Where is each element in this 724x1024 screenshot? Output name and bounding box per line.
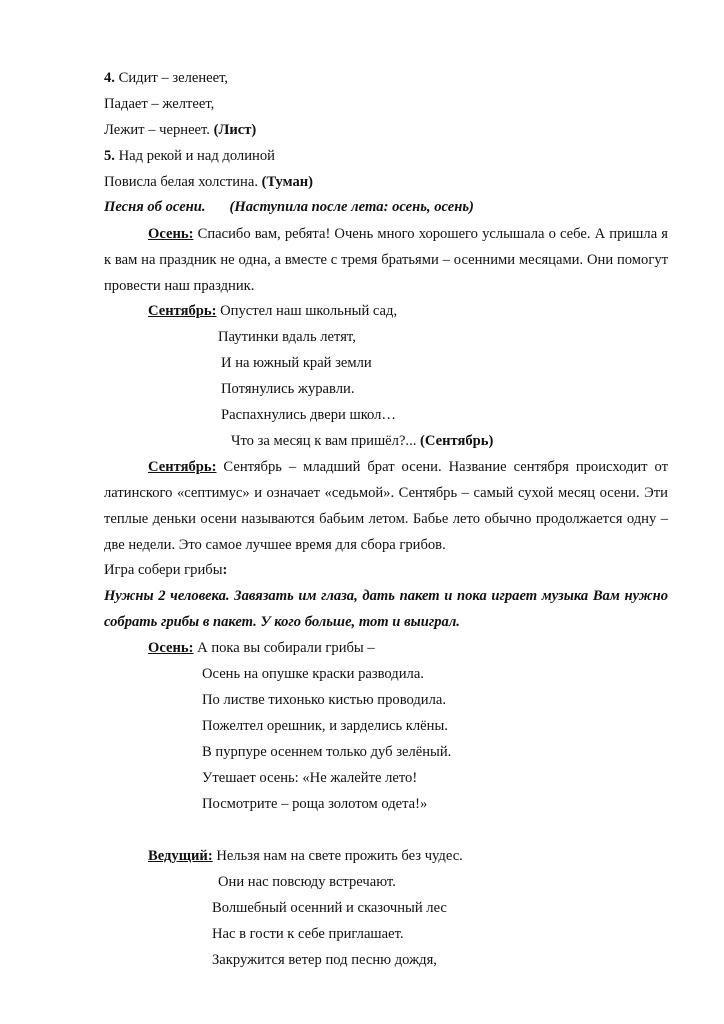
sentyabr-poem-line-1 — [148, 302, 397, 320]
sentyabr-poem-line-5: Распахнулись двери школ… — [221, 407, 397, 423]
text: Лежит – чернеет. — [104, 122, 214, 138]
text: Опустел наш школьный сад, — [216, 303, 398, 319]
osen-poem-line-5: Утешает осень: «Не жалейте лето! — [202, 770, 418, 786]
vedushchiy-line-0 — [148, 847, 463, 865]
text: А пока вы собирали грибы – — [193, 640, 375, 656]
text: Игра собери грибы — [104, 562, 223, 578]
speaker-label: Ведущий: — [148, 848, 213, 864]
riddle-4-line-1 — [104, 69, 228, 87]
text: Повисла белая холстина. — [104, 174, 262, 190]
song-heading — [104, 198, 474, 216]
text: Над рекой и над долиной — [114, 148, 275, 164]
riddle-5-line-1 — [104, 147, 275, 165]
osen-poem-line-6: Посмотрите – роща золотом одета!» — [202, 796, 428, 812]
song-note: (Наступила после лета: осень, осень) — [229, 199, 474, 215]
vedushchiy-line-1: Они нас повсюду встречают. — [218, 874, 396, 890]
vedushchiy-line-2: Волшебный осенний и сказочный лес — [212, 900, 447, 916]
riddle-number: 5. — [104, 148, 115, 164]
osen-intro-line-1 — [104, 225, 668, 243]
text: Сидит – зеленеет, — [114, 70, 229, 86]
text: Что за месяц к вам пришёл?... — [231, 433, 421, 449]
sentyabr-poem-line-4: Потянулись журавли. — [221, 381, 355, 397]
song-title: Песня об осени. — [104, 199, 206, 215]
osen-poem-line-4: В пурпуре осеннем только дуб зелёный. — [202, 744, 452, 760]
sentyabr-info-line-2: латинского «септимус» и означает «седьмой». Сентябрь – самый сухой месяц осени. Эти — [104, 485, 668, 501]
speaker-label: Осень: — [148, 640, 194, 656]
riddle-answer: (Лист) — [213, 122, 257, 138]
sentyabr-poem-line-6 — [231, 432, 493, 450]
sentyabr-poem-line-2: Паутинки вдаль летят, — [218, 329, 356, 345]
riddle-answer: (Туман) — [261, 174, 314, 190]
vedushchiy-line-3: Нас в гости к себе приглашает. — [212, 926, 404, 942]
osen-poem-line-1: Осень на опушке краски разводила. — [202, 666, 424, 682]
riddle-number: 4. — [104, 70, 115, 86]
sentyabr-poem-line-3: И на южный край земли — [221, 355, 372, 371]
osen-poem-line-3: Пожелтел орешник, и зарделись клёны. — [202, 718, 448, 734]
game-title — [104, 561, 227, 579]
riddle-5-line-2 — [104, 173, 313, 191]
riddle-4-line-3 — [104, 121, 256, 139]
colon: : — [222, 562, 228, 578]
osen-poem-line-2: По листве тихонько кистью проводила. — [202, 692, 447, 708]
speaker-label: Осень: — [148, 226, 194, 242]
text: Нельзя нам на свете прожить без чудес. — [212, 848, 463, 864]
speaker-label: Сентябрь: — [148, 303, 217, 319]
riddle-4-line-2: Падает – желтеет, — [104, 96, 215, 112]
osen-intro-line-3: провести наш праздник. — [104, 278, 255, 294]
game-rules-line-1: Нужны 2 человека. Завязать им глаза, дать пакет и пока играет музыка Вам нужно — [104, 588, 668, 604]
speaker-label: Сентябрь: — [148, 459, 217, 475]
text: Сентябрь – младший брат осени. Название сентября происходит от — [216, 459, 668, 475]
osen-intro-line-2: к вам на праздник не одна, а вместе с тремя братьями – осенними месяцами. Они помогут — [104, 252, 668, 268]
vedushchiy-line-4: Закружится ветер под песню дождя, — [212, 952, 437, 968]
sentyabr-info-line-3: теплые деньки осени называются бабьим летом. Бабье лето обычно продолжается одну – — [104, 511, 668, 527]
text: Спасибо вам, ребята! Очень много хорошего услышала о себе. А пришла я — [193, 226, 668, 242]
game-rules-line-2: собрать грибы в пакет. У кого больше, тот и выиграл. — [104, 614, 460, 630]
sentyabr-info-line-1 — [104, 458, 668, 476]
osen-poem-line-0 — [148, 639, 375, 657]
riddle-answer: (Сентябрь) — [420, 433, 494, 449]
sentyabr-info-line-4: две недели. Это самое лучшее время для сбора грибов. — [104, 537, 446, 553]
